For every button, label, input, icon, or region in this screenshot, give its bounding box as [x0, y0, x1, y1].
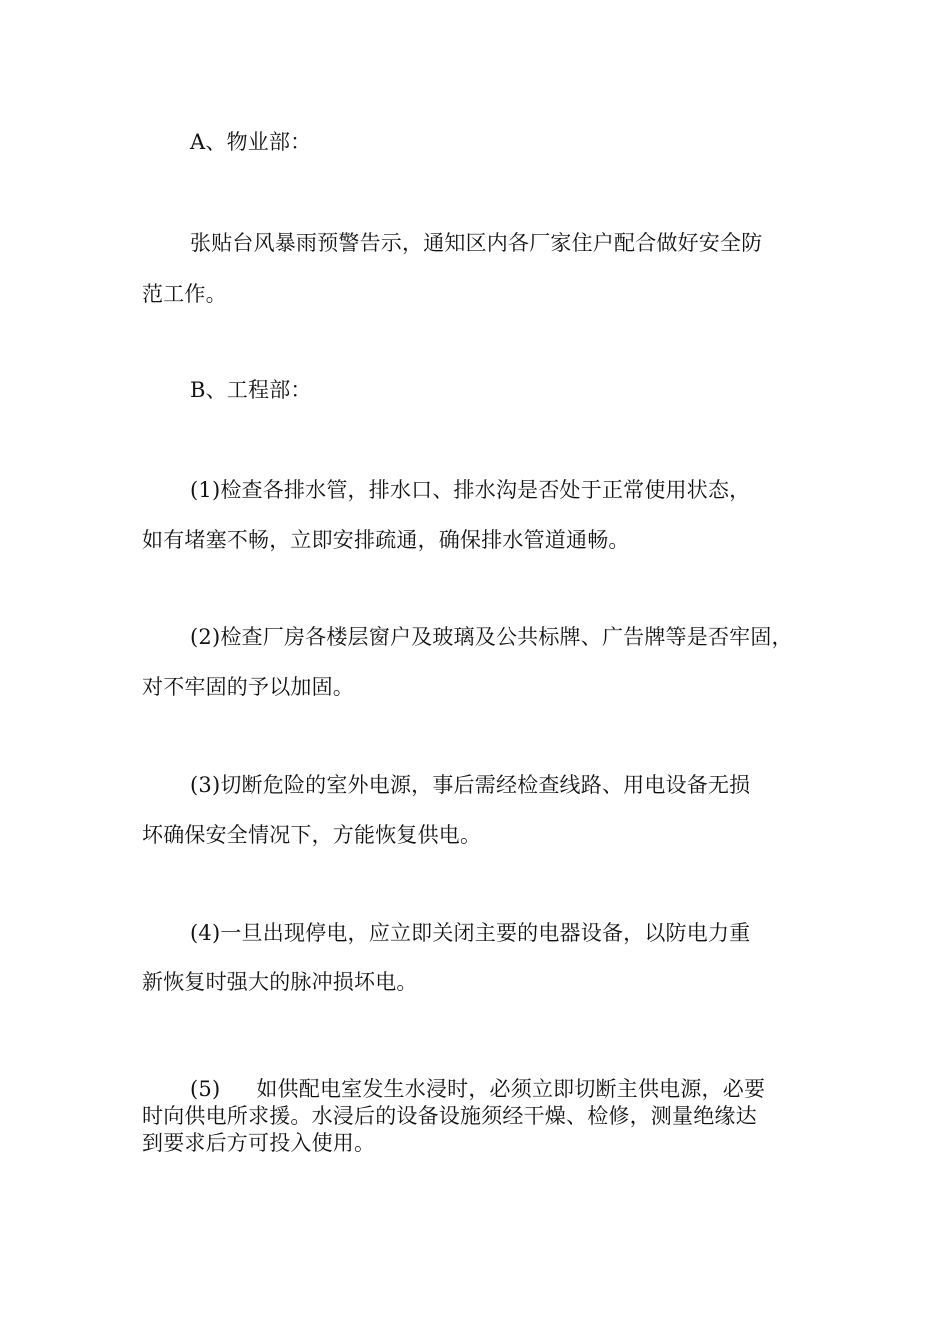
item-number: (5) [190, 1077, 221, 1101]
paragraph-line: 新恢复时强大的脉冲损坏电。 [142, 970, 418, 994]
paragraph-line [190, 1077, 765, 1101]
paragraph-line: (2)检查厂房各楼层窗户及玻璃及公共标牌、广告牌等是否牢固， [190, 625, 793, 649]
heading-property-dept: A、物业部： [190, 130, 312, 154]
heading-engineering-dept: B、工程部： [190, 378, 312, 402]
paragraph-line: 范工作。 [142, 282, 227, 306]
item-text: 如供配电室发生水浸时，必须立即切断主供电源，必要 [256, 1077, 766, 1101]
paragraph-line: (1)检查各排水管，排水口、排水沟是否处于正常使用状态， [190, 478, 751, 502]
paragraph-line: 时向供电所求援。水浸后的设备设施须经干燥、检修，测量绝缘达 [142, 1104, 757, 1128]
paragraph-line: (3)切断危险的室外电源，事后需经检查线路、用电设备无损 [190, 773, 751, 797]
paragraph-line: (4)一旦出现停电，应立即关闭主要的电器设备，以防电力重 [190, 921, 751, 945]
paragraph-line: 到要求后方可投入使用。 [142, 1131, 376, 1155]
paragraph-line: 坏确保安全情况下，方能恢复供电。 [142, 823, 482, 847]
paragraph-line: 张贴台风暴雨预警告示，通知区内各厂家住户配合做好安全防 [190, 231, 763, 255]
paragraph-line: 对不牢固的予以加固。 [142, 675, 354, 699]
paragraph-line: 如有堵塞不畅，立即安排疏通，确保排水管道通畅。 [142, 528, 630, 552]
